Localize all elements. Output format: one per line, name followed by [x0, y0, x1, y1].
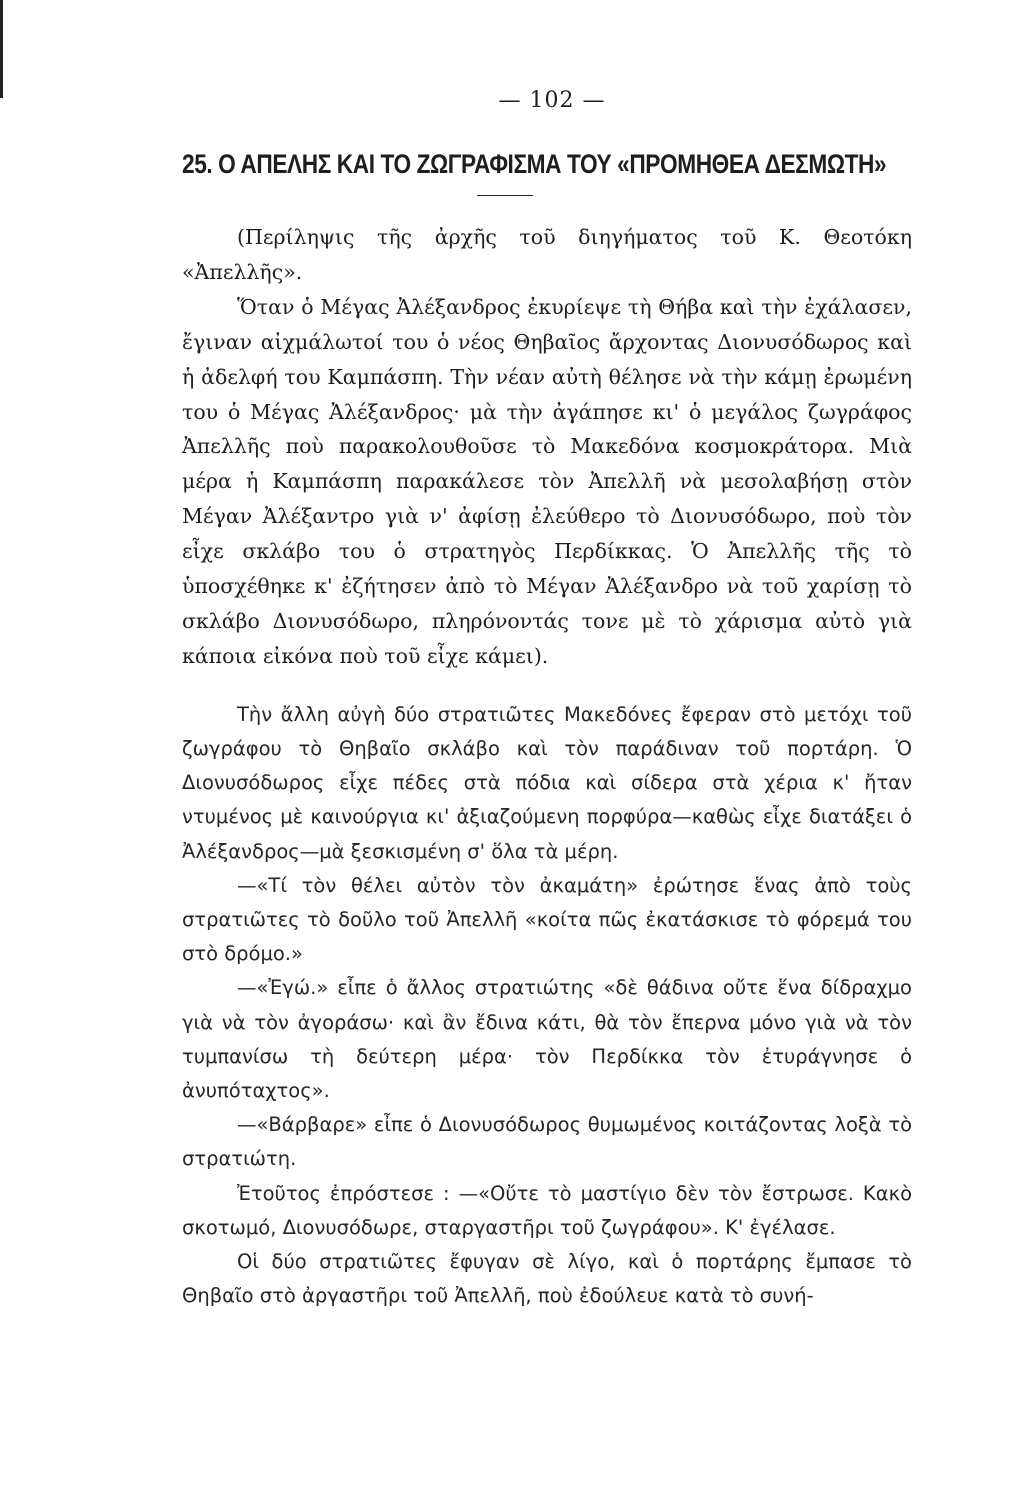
story-paragraph: Οἱ δύο στρατιῶτες ἔφυγαν σὲ λίγο, καὶ ὁ πορτάρης ἔμπασε τὸ Θηβαῖο στὸ ἀργαστῆρι τοῦ Ἀπελλῆ, ποὺ ἐδούλευε κατὰ τὸ συνή-	[182, 1250, 912, 1308]
dialogue-paragraph: —«Τί τὸν θέλει αὐτὸν τὸν ἀκαμάτη» ἐρώτησε ἕνας ἀπὸ τοὺς στρατιῶτες τὸ δοῦλο τοῦ Ἀπελλῆ «κοίτα πῶς ἐκατάσκισε τὸ φόρεμά του στὸ δρόμο.»	[182, 873, 912, 966]
story-paragraph: Ἐτοῦτος ἐπρόστεσε : —«Οὔτε τὸ μαστίγιο δὲν τὸν ἔστρωσε. Κακὸ σκοτωμό, Διονυσόδωρε, σταργαστῆρι τοῦ ζωγράφου». Κ' ἐγέλασε.	[182, 1181, 912, 1239]
page-number: — 102 —	[498, 88, 606, 113]
story-paragraph: Τὴν ἄλλη αὐγὴ δύο στρατιῶτες Μακεδόνες ἔφεραν στὸ μετόχι τοῦ ζωγράφου τὸ Θηβαῖο σκλάβο καὶ τὸν παράδιναν τοῦ πορτάρη. Ὁ Διονυσόδωρος εἶχε πέδες στὰ πόδια καὶ σίδερα στὰ χέρια κ' ἤταν ντυμένος μὲ καινούργια κι' ἀξιαζούμενη πορφύρα—καθὼς εἶχε διατάξει ὁ Ἀλέξανδρος—μὰ ξεσκισμένη σ' ὅλα τὰ μέρη.	[182, 702, 912, 863]
summary-block	[182, 220, 912, 674]
summary-paragraph: Ὅταν ὁ Μέγας Ἀλέξανδρος ἐκυρίεψε τὴ Θήβα καὶ τὴν ἐχάλασεν, ἔγιναν αἰχμάλωτοί του ὁ νέος Θηβαῖος ἄρχοντας Διονυσόδωρος καὶ ἡ ἀδελφή του Καμπάσπη. Τὴν νέαν αὐτὴ θέλησε νὰ τὴν κάμῃ ἐρωμένη του ὁ Μέγας Ἀλέξανδρος· μὰ τὴν ἀγάπησε κι' ὁ μεγάλος ζωγράφος Ἀπελλῆς ποὺ παρακολουθοῦσε τὸ Μακεδόνα κοσμοκράτορα. Μιὰ μέρα ἡ Καμπάσπη παρακάλεσε τὸν Ἀπελλῆ νὰ μεσολαβήσῃ στὸν Μέγαν Ἀλέξαντρο γιὰ ν' ἀφίσῃ ἐλεύθερο τὸ Διονυσόδωρο, ποὺ τὸν εἶχε σκλάβο του ὁ στρατηγὸς Περδίκκας. Ὁ Ἀπελλῆς τῆς τὸ ὑποσχέθηκε κ' ἐζήτησεν ἀπὸ τὸ Μέγαν Ἀλέξανδρο νὰ τοῦ χαρίσῃ τὸ σκλάβο Διονυσόδωρο, πληρόνοντάς τονε μὲ τὸ χάρισμα αὐτὸ γιὰ κάποια εἰκόνα ποὺ τοῦ εἶχε κάμει).	[182, 294, 912, 668]
title-divider	[477, 195, 533, 196]
book-page	[182, 88, 912, 1313]
story-block	[182, 698, 912, 1314]
left-edge-mark	[0, 0, 3, 98]
summary-opening: (Περίληψις τῆς ἀρχῆς τοῦ διηγήματος τοῦ Κ. Θεοτόκη «Ἀπελλῆς».	[182, 225, 912, 284]
chapter-title: 25. Ο ΑΠΕΛΗΣ ΚΑΙ ΤΟ ΖΩΓΡΑΦΙΣΜΑ ΤΟΥ «ΠΡΟΜΗΘΕΑ ΔΕΣΜΩΤΗ»	[182, 149, 887, 179]
dialogue-paragraph: —«Βάρβαρε» εἶπε ὁ Διονυσόδωρος θυμωμένος κοιτάζοντας λοξὰ τὸ στρατιώτη.	[182, 1113, 912, 1171]
dialogue-paragraph: —«Ἐγώ.» εἶπε ὁ ἄλλος στρατιώτης «δὲ θάδινα οὔτε ἕνα δίδραχμο γιὰ νὰ τὸν ἀγοράσω· καὶ ἂν ἔδινα κάτι, θὰ τὸν ἔπερνα μόνο γιὰ νὰ τὸν τυμπανίσω τὴ δεύτερη μέρα· τὸν Περδίκκα τὸν ἐτυράγνησε ὁ ἀνυπόταχτος».	[182, 976, 912, 1103]
